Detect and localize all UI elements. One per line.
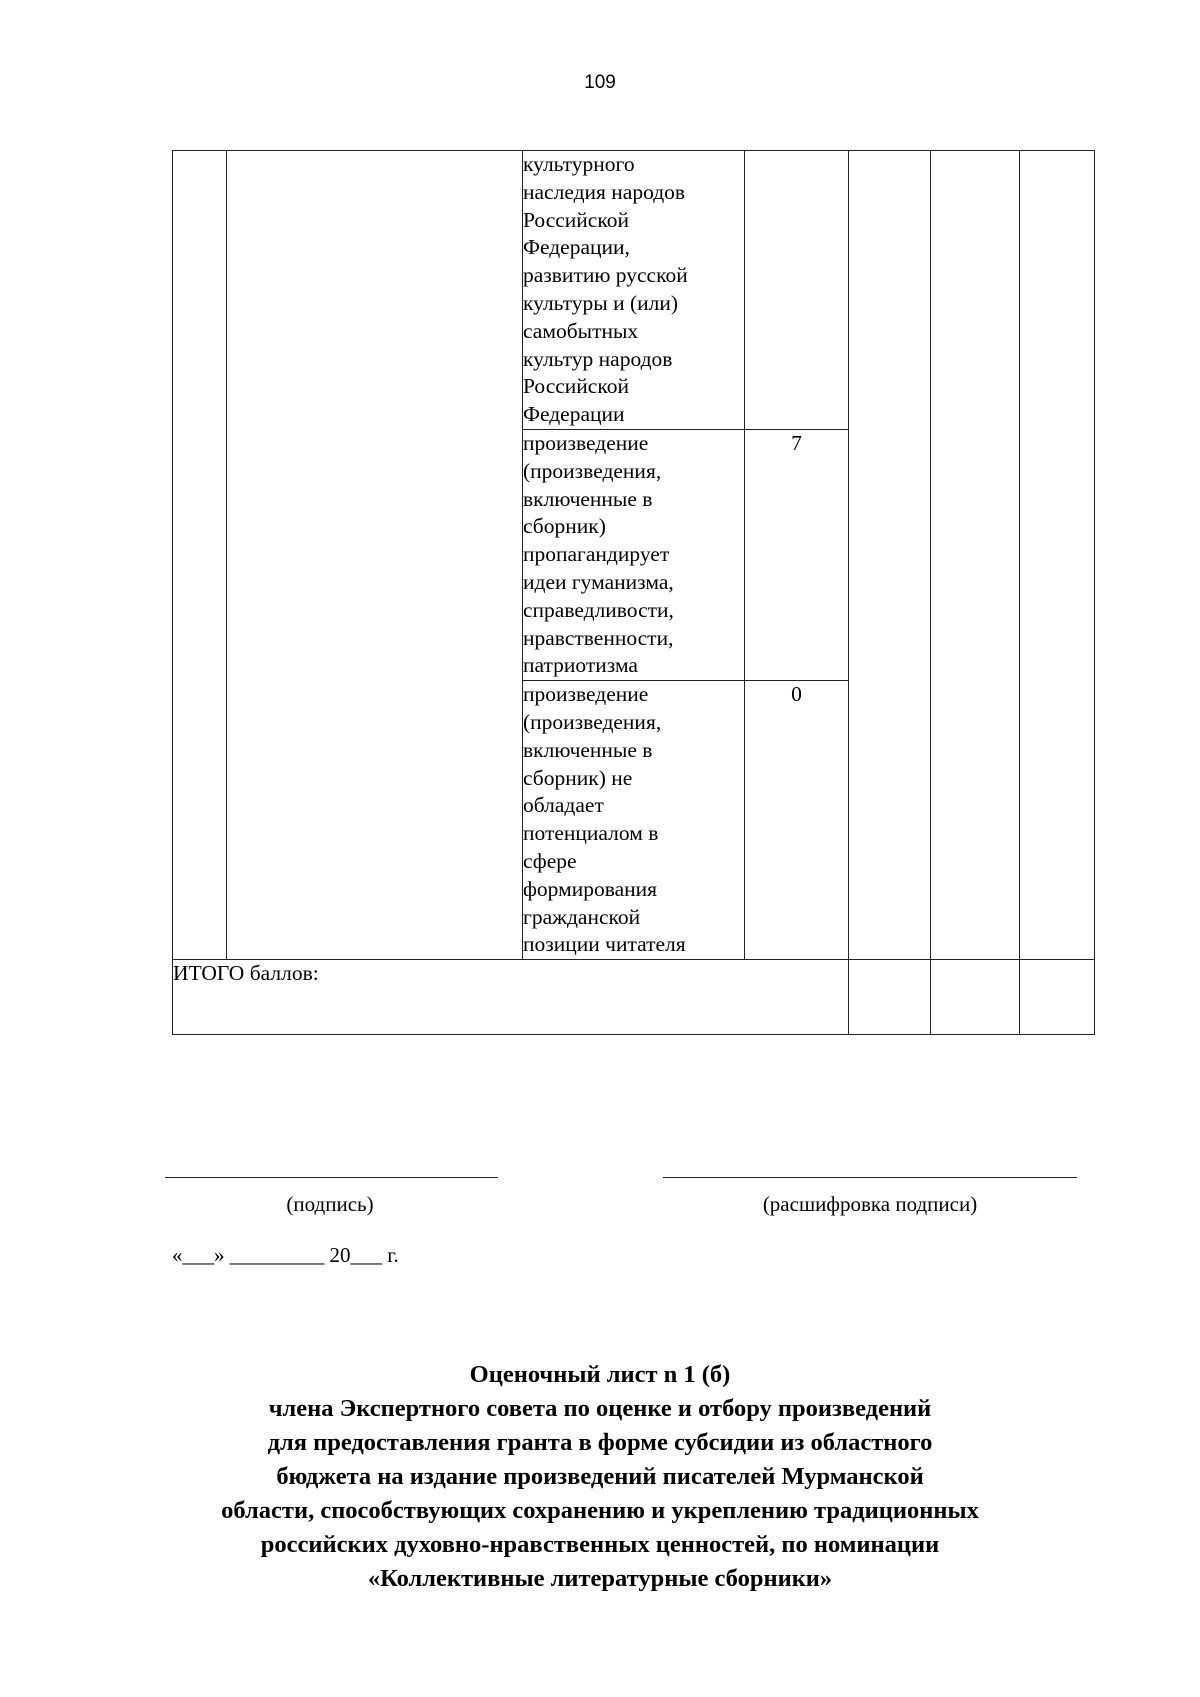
table-cell-criterion-name bbox=[227, 151, 523, 960]
criterion-description: культурного наследия народов Российской Федерации, развитию русской культуры и (или) самобытных культур народов Российской Федерации bbox=[523, 151, 745, 430]
criterion-score: 7 bbox=[745, 429, 849, 680]
evaluation-table bbox=[172, 150, 1095, 1035]
date-line: «___» _________ 20___ г. bbox=[172, 1243, 399, 1267]
heading-line: бюджета на издание произведений писателей Мурманской bbox=[276, 1463, 924, 1490]
table-row bbox=[173, 151, 1095, 430]
heading-line: для предоставления гранта в форме субсидии из областного bbox=[267, 1429, 933, 1456]
criterion-description: произведение (произведения, включенные в сборник) не обладает потенциалом в сфере формирования гражданской позиции читателя bbox=[523, 681, 745, 960]
criterion-score bbox=[745, 151, 849, 430]
heading-line: области, способствующих сохранению и укреплению традиционных bbox=[221, 1497, 979, 1524]
table-cell-assessment bbox=[931, 151, 1020, 960]
signature-decode-caption: (расшифровка подписи) bbox=[762, 1192, 978, 1216]
table-cell-max-score bbox=[849, 151, 931, 960]
document-heading bbox=[150, 1358, 1050, 1596]
page-number: 109 bbox=[584, 72, 616, 93]
total-row bbox=[173, 960, 1095, 1035]
heading-line: члена Экспертного совета по оценке и отбору произведений bbox=[268, 1395, 932, 1422]
table-cell-comment bbox=[1020, 151, 1095, 960]
total-cell bbox=[931, 960, 1020, 1035]
criterion-description: произведение (произведения, включенные в сборник) пропагандирует идеи гуманизма, справедливости, нравственности, патриотизма bbox=[523, 429, 745, 680]
signature-line bbox=[165, 1177, 498, 1178]
total-label: ИТОГО баллов: bbox=[173, 960, 849, 1035]
heading-line: российских духовно-нравственных ценностей, по номинации bbox=[260, 1531, 940, 1558]
total-cell bbox=[1020, 960, 1095, 1035]
table-cell-number bbox=[173, 151, 227, 960]
criterion-score: 0 bbox=[745, 681, 849, 960]
signature-decode-line bbox=[663, 1177, 1077, 1178]
heading-line: Оценочный лист n 1 (б) bbox=[469, 1361, 731, 1388]
signature-caption: (подпись) bbox=[286, 1192, 374, 1216]
heading-line: «Коллективные литературные сборники» bbox=[367, 1565, 833, 1592]
total-cell bbox=[849, 960, 931, 1035]
